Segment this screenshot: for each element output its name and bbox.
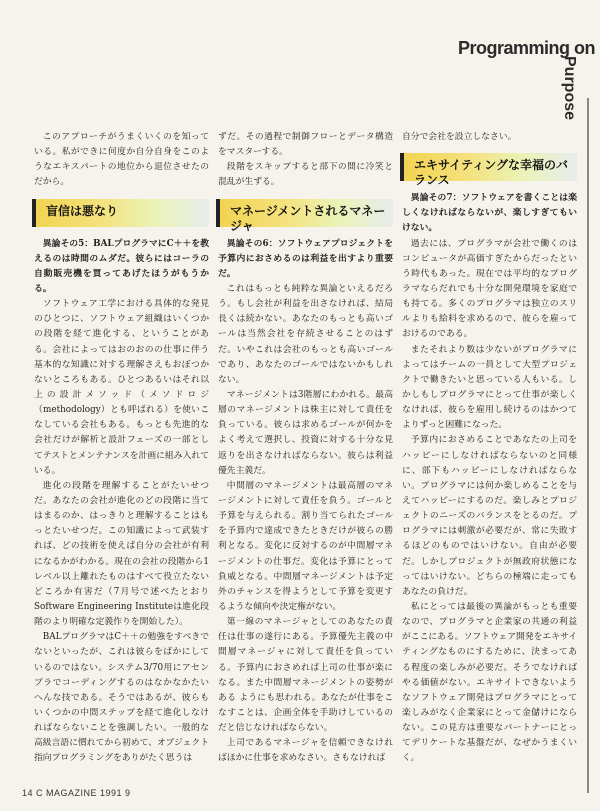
paragraph: ソフトウェア工学における具体的な発見のひとつに、ソフトウェア組織はいくつかの段階を経て進化する、ということがある。会社によってはおのおのの仕事に伴う基本的な知識に対する理解さえもおぼつかないところもある。ひとつあるいはそれ以上の設計メソッド（メソドロジ（methodology）とも呼ばれる）を使いこなしている会社もある。もっとも先進的な会社だけが解析と設計フェーズの一部としてテストとメンテナンスを計画に組み入れている。 <box>34 299 209 476</box>
column-3 <box>402 130 577 766</box>
column-1 <box>34 130 209 766</box>
paragraph: またそれより数は少ないがプログラマによってはチームの一員として大型プロジェクトで働きたいと思っている人もいる。しかしもしプログラマにとって仕事が楽しくなければ、彼らを雇用し続けるのはかつてよりずっと困難になった。 <box>402 344 577 431</box>
paragraph: ずだ。その過程で制御フローとデータ構造をマスターする。 <box>218 132 393 158</box>
section-logo <box>458 38 596 138</box>
paragraph: 第一線のマネージャとしてのあなたの責任は仕事の遂行にある。予算優先主義の中間層マネージャに対して責任を負っている。予算内におさめれば上司の仕事が楽になる。また中間層マネージメントの姿勢がある ようにも思われる。あなたが仕事をこなすことは、企画全体を手助けしているのだと信じなければならない。 <box>218 617 393 734</box>
paragraph: 進化の段階を理解することがたいせつだ。あなたの会社が進化のどの段階に当てはまるのか、はっきりと理解することはもっとたいせつだ。この知識によって武装すれば、どの技術を使えば自分の会社が有利になるかがわかる。現在の会社の段階から1レベル以上離れたものはすべて役立たないどころか有害だ（7月号で述べたとおりSoftware Engineering Instituteは進化段階のより明確な定義作りを開始した）。 <box>34 480 209 628</box>
paragraph: 段階をスキップすると部下の間に冷笑と混乱が生ずる。 <box>218 162 393 188</box>
paragraph: 中間層のマネージメントは最高層のマネージメントに対して責任を負う。ゴールと予算を与えられる。割り当てられたゴールを予算内で達成できたときだけが彼らの勝利となる。変化に反対するのが中間層マネージメントの仕事だ。変化は予算にとって負威となる。中間層マネージメントは予定外のチャンスを得ようとして予算を変更するような傾向や決定権がない。 <box>218 480 393 612</box>
logo-subtitle: Purpose <box>561 56 578 121</box>
paragraph: 自分で会社を設立しなさい。 <box>402 132 517 142</box>
paragraph: 予算内におさめることであなたの上司をハッピーにしなければならないのと同様に、部下もハッピーにしなければならない。プログラマには何か楽しめることを与えてハッピーにするのだ。楽しみとプロジェクトのニーズのバランスをとるのだ。プログラマには刺激が必要だが、常に失敗するほどのものではいけない。自由が必要だ。しかしプロジェクトが無政府状態になってはいけない。どちらの極端に走ってもあなたの負けだ。 <box>402 435 577 597</box>
page-rule <box>587 98 589 793</box>
thesis-statement: 異論その5：BALプログラマにC＋＋を教えるのは時間のムダだ。彼らにはコーラの自動販売機を買ってあげたほうがもうかる。 <box>34 238 209 294</box>
heading-bar <box>216 199 220 227</box>
heading-bar <box>32 199 36 227</box>
paragraph: BALプログラマはC＋＋の勉強をすべきでないといったが、これは彼らをばかにしているのではない。システム3/70用にアセンブラでコーディングするのはなかなかたいへんな技である。そうではあるが、彼らもいくつかの中間ステップを経て進化しなければならないことを強調したい。一般的な高級言語に慣れてから初めて、オブジェクト指向プログラミングをありがたく思うは <box>34 632 209 764</box>
heading-text: マネージメントされるマネージャ <box>230 203 386 233</box>
paragraph: これはもっとも純粋な異論といえるだろう。もし会社が利益を出さなければ、結局長くは続かない。あなたのもっとも高いゴールは当然会社を存続させることのはずだ。いやこれは会社のもっとも高いゴールであり、あなたのゴールではないかもしれない。 <box>218 283 393 385</box>
page-footer: 14 C MAGAZINE 1991 9 <box>22 788 131 798</box>
section-heading <box>400 153 577 188</box>
logo-title: Programming on <box>458 38 596 58</box>
thesis-statement: 異論その6：ソフトウェアプロジェクトを予算内におさめるのは利益を出すより重要だ。 <box>218 238 393 279</box>
column-2 <box>218 130 393 766</box>
heading-bar <box>400 153 404 181</box>
paragraph: このアプローチがうまくいくのを知っている。私ができに何度か自分自身をこのようなエキスパートの地位から退位させたのだから。 <box>34 132 209 188</box>
thesis-statement: 異論その7：ソフトウェアを書くことは楽しくなければならないが、楽しすぎてもいけない。 <box>402 193 577 234</box>
section-heading <box>32 199 209 227</box>
paragraph: マネージメントは3階層にわかれる。最高層のマネージメントは株主に対して責任を負っている。彼らは求めるゴールが何かをよく考えて選択し、投資に対する十分な見返りを出さなければならない。彼らは利益優先主義だ。 <box>218 389 393 476</box>
paragraph: 過去には、プログラマが会社で働くのはコンピュータが高価すぎたからだったという時代もあった。現在では平均的なプログラマならだれでも十分な開発環境を家庭でも持てる。多くのプログラマは独立のスリルよりも給料を求めるので、彼らを雇っておけるのである。 <box>402 238 577 340</box>
section-heading <box>216 199 393 233</box>
heading-text: 盲信は悪なり <box>46 203 119 218</box>
heading-text: エキサイティングな幸福のバランス <box>414 158 568 188</box>
paragraph: 私にとっては最後の異論がもっとも重要なので、プログラマと企業家の共通の利益がここにある。ソフトウェア開発をエキサイティングなものにするために、決まってある程度の楽しみが必要だ。そうでなければやる価値がない。エキサイトできないようなソフトウェア開発はプログラマにとって楽しみがなく企業家にとって金儲けにならない。この見方は重要なパートナーにとってデリケートな基盤だが、なぜかうまくいく。 <box>402 601 577 764</box>
paragraph: 上司であるマネージャを信頼できなければほかに仕事を求めなさい。さもなければ <box>218 738 393 764</box>
